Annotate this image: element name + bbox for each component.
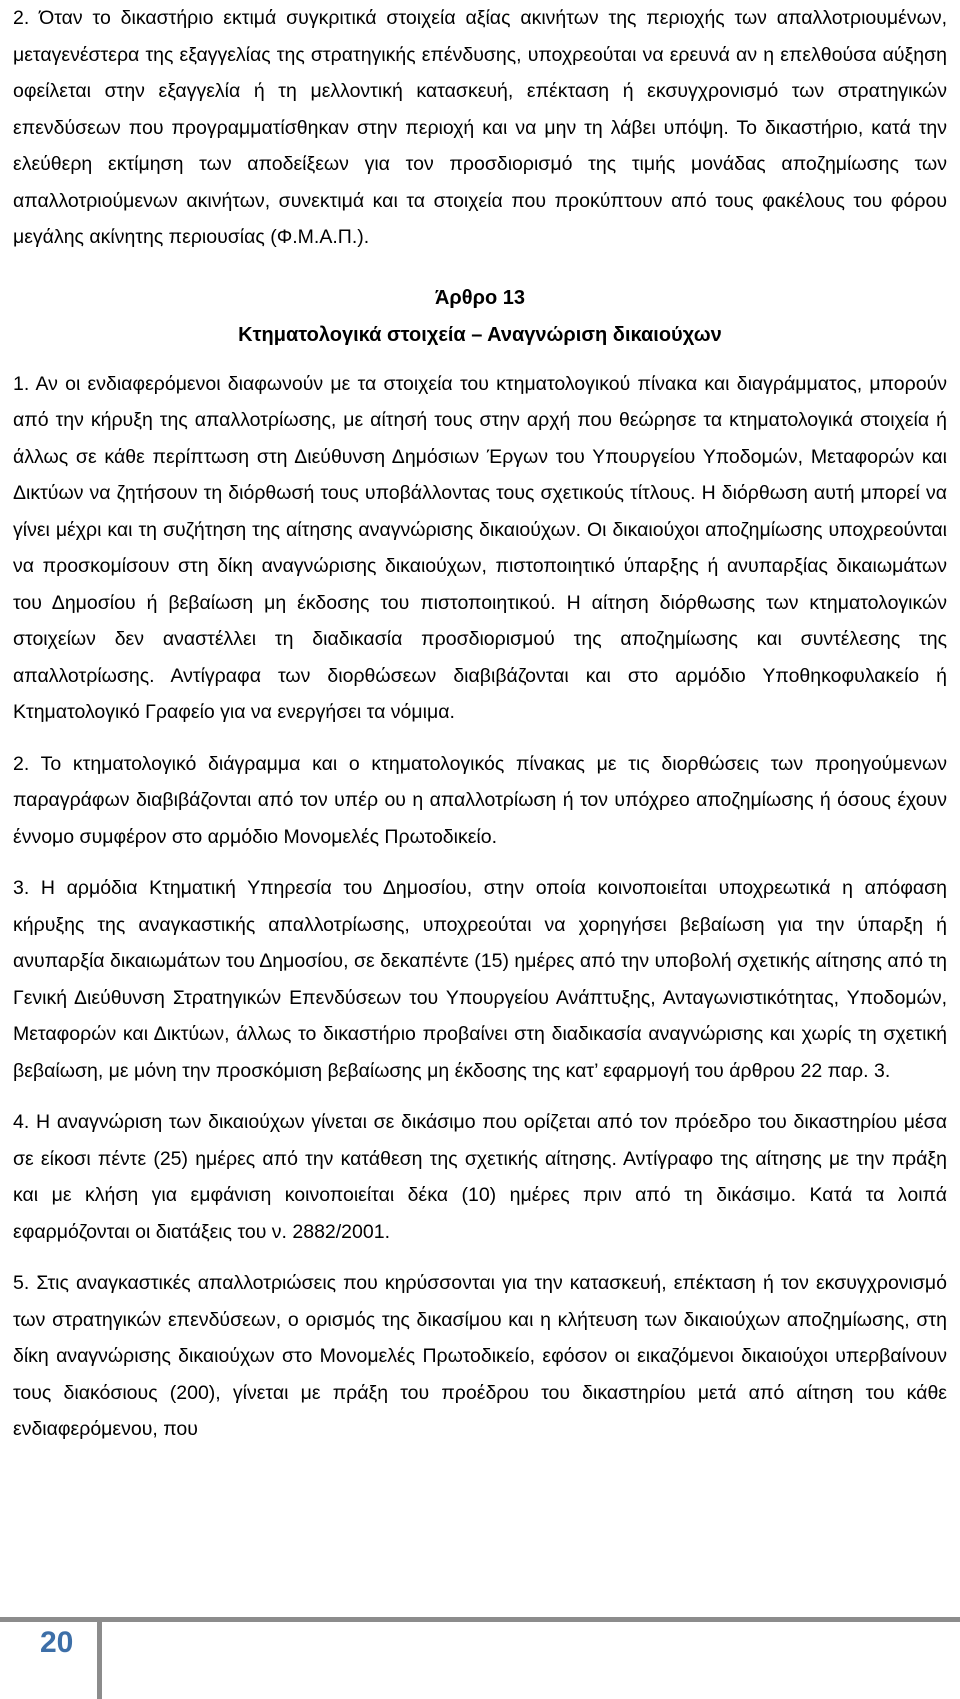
- paragraph-1: 1. Αν οι ενδιαφερόμενοι διαφωνούν με τα στοιχεία του κτηματολογικού πίνακα και διαγράμματος, μπορούν από την κήρυξη της απαλλοτρίωσης, με αίτησή τους στην αρχή που θεώρησε τα κτηματολογικά στοιχεία ή άλλως σε κάθε περίπτωση στη Διεύθυνση Δημόσιων Έργων του Υπουργείου Υποδομών, Μεταφορών και Δικτύων να ζητήσουν τη διόρθωσή τους υποβάλλοντας τους σχετικούς τίτλους. Η διόρθωση αυτή μπορεί να γίνει μέχρι και τη συζήτηση της αίτησης αναγνώρισης δικαιούχων. Οι δικαιούχοι αποζημίωσης υποχρεούνται να προσκομίσουν στη δίκη αναγνώρισης δικαιούχων, πιστοποιητικό ύπαρξης ή ανυπαρξίας δικαιωμάτων του Δημοσίου ή βεβαίωση μη έκδοσης του πιστοποιητικού. Η αίτηση διόρθωσης των κτηματολογικών στοιχείων δεν αναστέλλει τη διαδικασία προσδιορισμού της αποζημίωσης και συντέλεσης της απαλλοτρίωσης. Αντίγραφα των διορθώσεων διαβιβάζονται και στο αρμόδιο Υποθηκοφυλακείο ή Κτηματολογικό Γραφείο για να ενεργήσει τα νόμιμα.: [13, 372, 947, 723]
- article-title: Κτηματολογικά στοιχεία – Αναγνώριση δικαιούχων: [238, 323, 722, 346]
- footer-divider: [0, 1617, 960, 1622]
- paragraph-5: 5. Στις αναγκαστικές απαλλοτριώσεις που κηρύσσονται για την κατασκευή, επέκταση ή τον εκσυγχρονισμό των στρατηγικών επενδύσεων, ο ορισμός της δικασίμου και η κλήτευση των δικαιούχων αποζημίωσης, στη δίκη αναγνώρισης δικαιούχων στο Μονομελές Πρωτοδικείο, εφόσον οι εικαζόμενοι δικαιούχοι υπερβαίνουν τους διακόσιους (200), γίνεται με πράξη του προέδρου του δικαστηρίου μετά από αίτηση του κάθε ενδιαφερόμενου, που: [13, 1272, 947, 1440]
- paragraph-3: 3. Η αρμόδια Κτηματική Υπηρεσία του Δημοσίου, στην οποία κοινοποιείται υποχρεωτικά η απόφαση κήρυξης της αναγκαστικής απαλλοτρίωσης, υποχρεούται να χορηγήσει βεβαίωση για την ύπαρξη ή ανυπαρξία δικαιωμάτων του Δημοσίου, σε δεκαπέντε (15) ημέρες από την υποβολή σχετικής αίτησης από τη Γενική Διεύθυνση Στρατηγικών Επενδύσεων του Υπουργείου Ανάπτυξης, Ανταγωνιστικότητας, Υποδομών, Μεταφορών και Δικτύων, άλλως το δικαστήριο προβαίνει στη διαδικασία αναγνώρισης και χωρίς τη σχετική βεβαίωση, με μόνη την προσκόμιση βεβαίωσης μη έκδοσης της κατ’ εφαρμογή του άρθρου 22 παρ. 3.: [13, 877, 947, 1082]
- document-page: [13, 0, 947, 1448]
- paragraph-2-previous-article: 2. Όταν το δικαστήριο εκτιμά συγκριτικά στοιχεία αξίας ακινήτων της περιοχής των απαλλοτριουμένων, μεταγενέστερα της εξαγγελίας της στρατηγικής επένδυσης, υποχρεούται να ερευνά αν η επελθούσα αύξηση οφείλεται στην εξαγγελία ή τη μελλοντική κατασκευή, επέκταση ή εκσυγχρονισμό των στρατηγικών επενδύσεων που προγραμματίσθηκαν στην περιοχή και να μην τη λάβει υπόψη. Το δικαστήριο, κατά την ελεύθερη εκτίμηση των αποδείξεων για τον προσδιορισμό της τιμής μονάδας αποζημίωσης των απαλλοτριούμενων ακινήτων, συνεκτιμά και τα στοιχεία που προκύπτουν από τους φακέλους του φόρου μεγάλης ακίνητης περιουσίας (Φ.Μ.Α.Π.).: [13, 7, 947, 248]
- article-number: Άρθρο 13: [434, 286, 526, 309]
- page-number: 20: [40, 1626, 74, 1659]
- paragraph-4: 4. Η αναγνώριση των δικαιούχων γίνεται σε δικάσιμο που ορίζεται από τον πρόεδρο του δικαστηρίου μέσα σε είκοσι πέντε (25) ημέρες από την κατάθεση της σχετικής αίτησης. Αντίγραφο της αίτησης με την πράξη και με κλήση για εμφάνιση κοινοποιείται δέκα (10) ημέρες πριν από τη δικάσιμο. Κατά τα λοιπά εφαρμόζονται οι διατάξεις του ν. 2882/2001.: [13, 1111, 947, 1243]
- paragraph-2: 2. Το κτηματολογικό διάγραμμα και ο κτηματολογικός πίνακας με τις διορθώσεις των προηγούμενων παραγράφων διαβιβάζονται από τον υπέρ ου η απαλλοτρίωση ή τον υπόχρεο αποζημίωσης ή όσους έχουν έννομο συμφέρον στο αρμόδιο Μονομελές Πρωτοδικείο.: [13, 752, 947, 848]
- article-heading: [13, 280, 947, 354]
